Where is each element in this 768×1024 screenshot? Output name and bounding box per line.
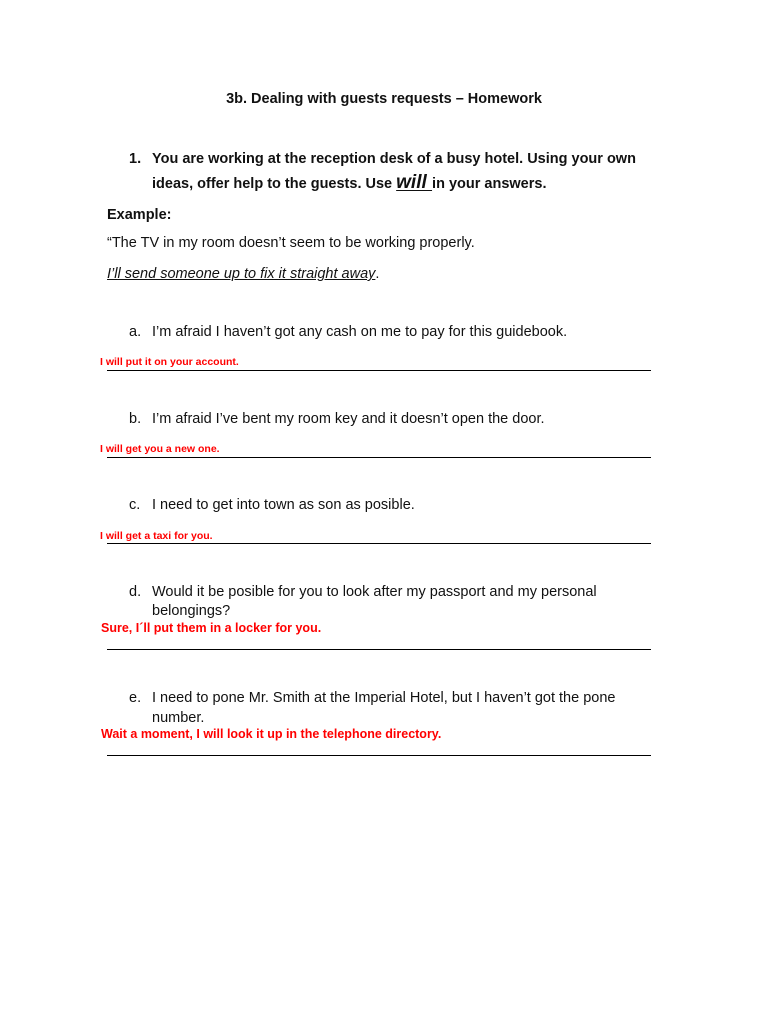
item-d-letter: d. [129, 584, 142, 600]
example-answer-text: I’ll send someone up to fix it straight away [107, 266, 376, 282]
item-b-text: I’m afraid I’ve bent my room key and it doesn’t open the door. [152, 411, 545, 427]
item-c-text: I need to get into town as son as posible. [152, 497, 415, 513]
question-number: 1. [129, 151, 142, 167]
example-label: Example: [107, 207, 172, 223]
item-d-text-line-1: Would it be posible for you to look after my passport and my personal [152, 584, 597, 600]
item-d-answer: Sure, I´ll put them in a locker for you. [101, 621, 322, 635]
page-title: 3b. Dealing with guests requests – Homework [226, 91, 542, 107]
item-e-letter: e. [129, 690, 142, 706]
question-instructions-text: ideas, offer help to the guests. Use [152, 176, 397, 192]
item-e-text-line-1: I need to pone Mr. Smith at the Imperial Hotel, but I haven’t got the pone [152, 690, 616, 706]
item-b-answer-line [107, 457, 651, 458]
item-b-letter: b. [129, 411, 142, 427]
will-emphasis: will [396, 172, 433, 193]
example-prompt: “The TV in my room doesn’t seem to be working properly. [107, 235, 475, 251]
item-b-answer: I will get you a new one. [100, 443, 220, 455]
question-instructions-line-1: You are working at the reception desk of a busy hotel. Using your own [152, 151, 636, 167]
item-c-answer-line [107, 543, 651, 544]
item-d-text-line-2: belongings? [152, 603, 231, 619]
item-d-answer-line [107, 649, 651, 650]
example-answer [107, 266, 379, 282]
item-e-answer: Wait a moment, I will look it up in the telephone directory. [101, 727, 442, 741]
example-answer-period: . [375, 266, 380, 282]
item-a-letter: a. [129, 324, 142, 340]
question-instructions-end: in your answers. [432, 176, 547, 192]
item-a-text: I’m afraid I haven’t got any cash on me to pay for this guidebook. [152, 324, 568, 340]
item-e-text-line-2: number. [152, 710, 205, 726]
question-instructions-line-2 [152, 172, 546, 194]
item-c-answer: I will get a taxi for you. [100, 530, 213, 542]
item-e-answer-line [107, 755, 651, 756]
item-c-letter: c. [129, 497, 141, 513]
item-a-answer: I will put it on your account. [100, 356, 239, 368]
item-a-answer-line [107, 370, 651, 371]
